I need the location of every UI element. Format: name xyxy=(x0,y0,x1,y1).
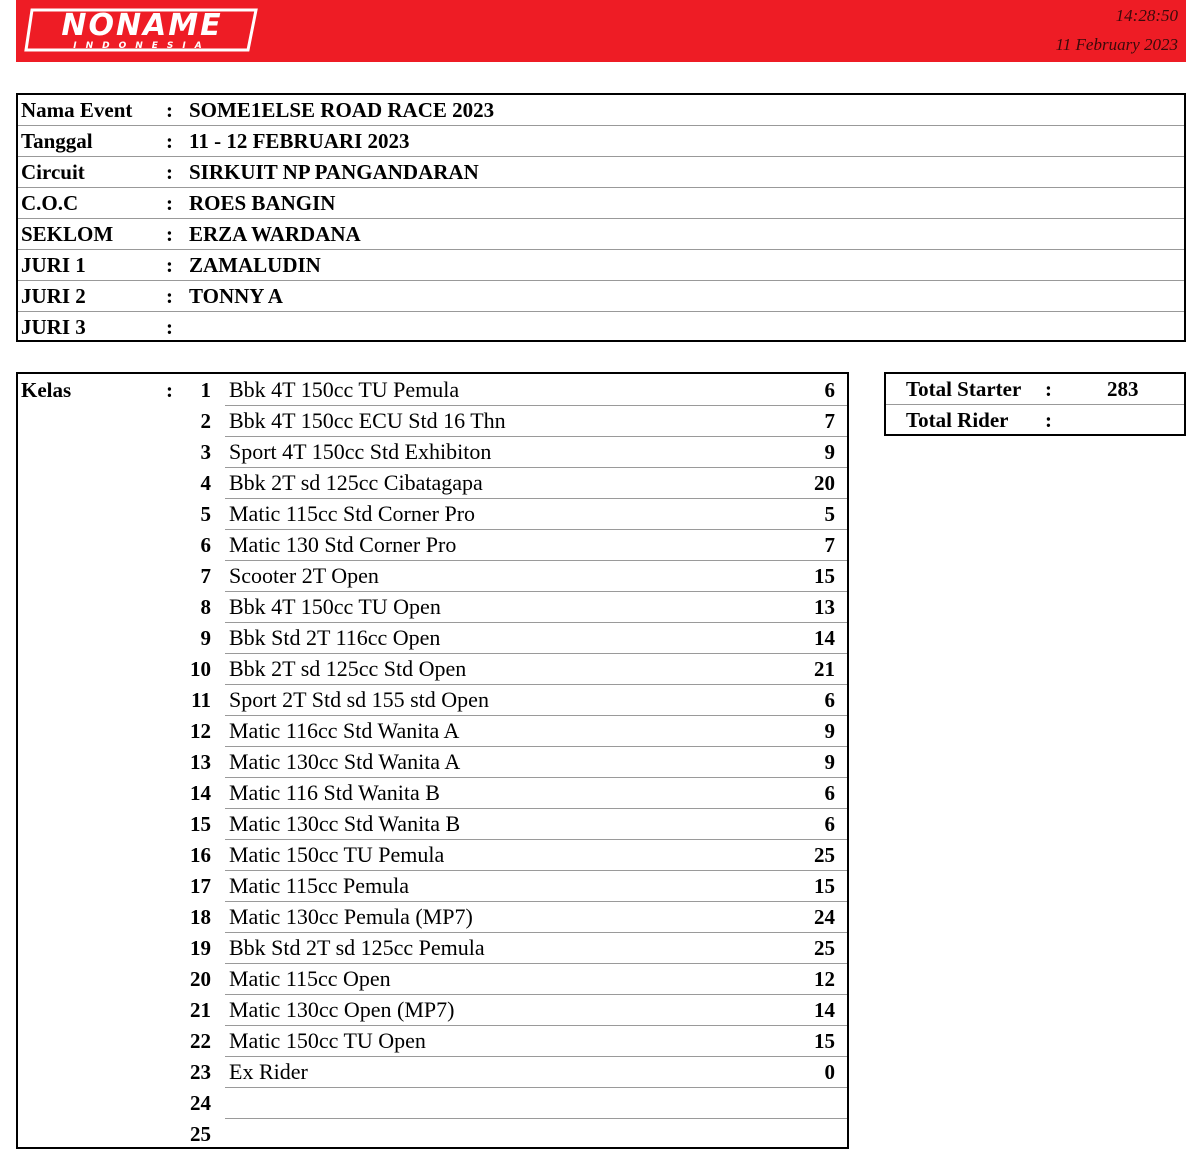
event-row-date xyxy=(18,126,1184,157)
class-name: Sport 4T 150cc Std Exhibiton xyxy=(229,439,492,464)
class-row xyxy=(18,1057,847,1088)
class-starter-count: 25 xyxy=(814,936,835,960)
class-starter-count: 15 xyxy=(814,1029,835,1053)
class-name: Bbk 4T 150cc TU Pemula xyxy=(229,377,460,402)
class-number: 16 xyxy=(190,843,211,867)
class-row xyxy=(18,406,847,437)
total-rider-row xyxy=(886,405,1184,435)
class-row xyxy=(18,1088,847,1119)
class-starter-count: 7 xyxy=(824,533,835,557)
noname-indonesia-logo xyxy=(24,4,264,54)
class-number: 20 xyxy=(190,967,211,991)
header-banner xyxy=(16,0,1186,62)
event-colon: : xyxy=(166,284,173,308)
class-number: 13 xyxy=(190,750,211,774)
class-starter-count: 6 xyxy=(824,812,835,836)
class-number: 4 xyxy=(200,471,211,495)
class-number: 22 xyxy=(190,1029,211,1053)
class-row xyxy=(18,778,847,809)
event-value: ERZA WARDANA xyxy=(189,222,361,246)
class-number: 1 xyxy=(200,378,211,402)
event-colon: : xyxy=(166,222,173,246)
class-number: 8 xyxy=(200,595,211,619)
event-value: SIRKUIT NP PANGANDARAN xyxy=(189,160,479,184)
class-starter-count: 21 xyxy=(814,657,835,681)
class-number: 5 xyxy=(200,502,211,526)
event-row-circuit xyxy=(18,157,1184,188)
class-number: 18 xyxy=(190,905,211,929)
print-time: 14:28:50 xyxy=(1115,6,1178,25)
event-colon: : xyxy=(166,191,173,215)
class-starter-count: 24 xyxy=(814,905,835,929)
class-starter-count: 14 xyxy=(814,626,835,650)
class-row xyxy=(18,685,847,716)
event-colon: : xyxy=(166,129,173,153)
event-value: 11 - 12 FEBRUARI 2023 xyxy=(189,129,410,153)
event-colon: : xyxy=(166,253,173,277)
class-starter-count: 9 xyxy=(824,719,835,743)
class-starter-count: 13 xyxy=(814,595,835,619)
class-number: 15 xyxy=(190,812,211,836)
class-row xyxy=(18,561,847,592)
event-value: ZAMALUDIN xyxy=(189,253,321,277)
class-row xyxy=(18,375,847,406)
event-label: SEKLOM xyxy=(21,222,114,246)
totals-table xyxy=(884,372,1186,436)
class-row xyxy=(18,871,847,902)
event-value: SOME1ELSE ROAD RACE 2023 xyxy=(189,98,495,122)
event-label: JURI 3 xyxy=(21,315,86,339)
class-starter-count: 6 xyxy=(824,688,835,712)
print-date: 11 February 2023 xyxy=(1055,35,1178,54)
class-starter-count: 15 xyxy=(814,874,835,898)
class-number: 2 xyxy=(200,409,211,433)
class-row xyxy=(18,499,847,530)
class-row xyxy=(18,623,847,654)
class-row xyxy=(18,995,847,1026)
class-row xyxy=(18,716,847,747)
class-number: 10 xyxy=(190,657,211,681)
class-starter-count: 14 xyxy=(814,998,835,1022)
event-label: JURI 1 xyxy=(21,253,86,277)
class-row xyxy=(18,964,847,995)
class-row xyxy=(18,902,847,933)
event-label: Tanggal xyxy=(21,129,93,153)
event-value: ROES BANGIN xyxy=(189,191,336,215)
class-name: Bbk Std 2T sd 125cc Pemula xyxy=(229,935,485,960)
class-name: Matic 116cc Std Wanita A xyxy=(229,718,460,743)
class-name: Matic 115cc Open xyxy=(229,966,391,991)
class-row xyxy=(18,809,847,840)
total-label: Total Rider xyxy=(906,408,1009,432)
kelas-label: Kelas xyxy=(21,378,72,402)
class-row xyxy=(18,933,847,964)
total-colon: : xyxy=(1045,377,1052,401)
class-row xyxy=(18,1119,847,1150)
class-name: Matic 130cc Pemula (MP7) xyxy=(229,904,473,929)
event-label: Circuit xyxy=(21,160,85,184)
class-name: Bbk 2T sd 125cc Std Open xyxy=(229,656,467,681)
class-row xyxy=(18,840,847,871)
class-number: 3 xyxy=(200,440,211,464)
logo-text: NONAME xyxy=(61,8,223,43)
class-number: 6 xyxy=(200,533,211,557)
class-name: Matic 116 Std Wanita B xyxy=(229,780,440,805)
class-number: 19 xyxy=(190,936,211,960)
class-starter-count: 25 xyxy=(814,843,835,867)
class-row xyxy=(18,437,847,468)
class-name: Scooter 2T Open xyxy=(229,563,379,588)
class-number: 17 xyxy=(190,874,211,898)
class-starter-count: 6 xyxy=(824,378,835,402)
class-number: 11 xyxy=(191,688,211,712)
class-name: Bbk 4T 150cc ECU Std 16 Thn xyxy=(229,408,506,433)
class-row xyxy=(18,592,847,623)
event-label: Nama Event xyxy=(21,98,133,122)
total-starter-row xyxy=(886,374,1184,405)
class-name: Matic 130 Std Corner Pro xyxy=(229,532,457,557)
event-value: TONNY A xyxy=(189,284,283,308)
event-colon: : xyxy=(166,160,173,184)
class-rows xyxy=(18,375,847,1150)
event-row-juri-3 xyxy=(18,312,1184,342)
class-number: 7 xyxy=(200,564,211,588)
class-starter-count: 9 xyxy=(824,750,835,774)
total-colon: : xyxy=(1045,408,1052,432)
event-row-juri-1 xyxy=(18,250,1184,281)
total-value: 283 xyxy=(1107,377,1139,401)
class-name: Matic 150cc TU Pemula xyxy=(229,842,445,867)
event-label: JURI 2 xyxy=(21,284,86,308)
event-row-seklom xyxy=(18,219,1184,250)
class-starter-count: 9 xyxy=(824,440,835,464)
class-name: Matic 150cc TU Open xyxy=(229,1028,426,1053)
class-row xyxy=(18,530,847,561)
class-name: Bbk 2T sd 125cc Cibatagapa xyxy=(229,470,483,495)
class-list-table xyxy=(16,372,849,1149)
class-starter-count: 0 xyxy=(824,1060,835,1084)
class-number: 12 xyxy=(190,719,211,743)
class-number: 24 xyxy=(190,1091,211,1115)
class-row xyxy=(18,1026,847,1057)
class-name: Matic 130cc Std Wanita A xyxy=(229,749,461,774)
class-name: Sport 2T Std sd 155 std Open xyxy=(229,687,489,712)
class-name: Bbk 4T 150cc TU Open xyxy=(229,594,441,619)
class-name: Ex Rider xyxy=(229,1059,308,1084)
logo-subtext: INDONESIA xyxy=(73,41,211,51)
class-number: 14 xyxy=(190,781,211,805)
kelas-colon: : xyxy=(166,378,173,402)
event-info-table xyxy=(16,93,1186,342)
class-row xyxy=(18,468,847,499)
event-label: C.O.C xyxy=(21,191,79,215)
class-name: Matic 115cc Std Corner Pro xyxy=(229,501,476,526)
class-name: Matic 115cc Pemula xyxy=(229,873,410,898)
class-starter-count: 12 xyxy=(814,967,835,991)
event-row-juri-2 xyxy=(18,281,1184,312)
event-colon: : xyxy=(166,98,173,122)
event-row-coc xyxy=(18,188,1184,219)
class-number: 25 xyxy=(190,1122,211,1146)
class-row xyxy=(18,747,847,778)
class-starter-count: 7 xyxy=(824,409,835,433)
class-number: 9 xyxy=(200,626,211,650)
class-name: Matic 130cc Std Wanita B xyxy=(229,811,461,836)
class-number: 21 xyxy=(190,998,211,1022)
event-row-name xyxy=(18,95,1184,126)
class-starter-count: 6 xyxy=(824,781,835,805)
class-name: Matic 130cc Open (MP7) xyxy=(229,997,455,1022)
class-starter-count: 15 xyxy=(814,564,835,588)
total-label: Total Starter xyxy=(906,377,1022,401)
class-name: Bbk Std 2T 116cc Open xyxy=(229,625,441,650)
class-row xyxy=(18,654,847,685)
class-number: 23 xyxy=(190,1060,211,1084)
event-colon: : xyxy=(166,315,173,339)
class-starter-count: 5 xyxy=(824,502,835,526)
class-starter-count: 20 xyxy=(814,471,835,495)
